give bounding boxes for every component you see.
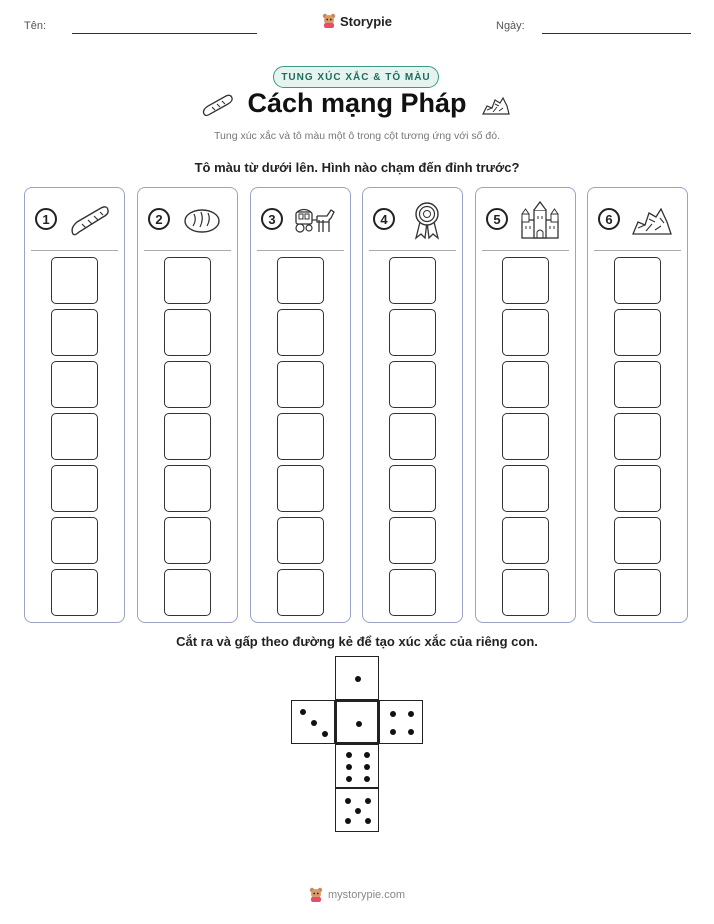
bear-logo-icon (309, 887, 323, 903)
die-pip (300, 709, 306, 715)
color-cell[interactable] (51, 257, 98, 304)
column-divider (482, 250, 569, 251)
column-6 (587, 187, 688, 623)
color-cell[interactable] (51, 361, 98, 408)
color-cell[interactable] (277, 413, 324, 460)
color-cell[interactable] (502, 361, 549, 408)
column-number: 6 (598, 208, 620, 230)
die-pip (390, 711, 396, 717)
die-pip (322, 731, 328, 737)
bread-loaf-icon (180, 200, 224, 240)
die-face-5 (335, 788, 379, 832)
color-cell[interactable] (277, 309, 324, 356)
die-pip (346, 752, 352, 758)
color-cell[interactable] (502, 257, 549, 304)
die-pip (364, 776, 370, 782)
castle-icon (518, 200, 562, 240)
color-cell[interactable] (614, 309, 661, 356)
color-cell[interactable] (502, 413, 549, 460)
color-cell[interactable] (51, 465, 98, 512)
subtitle: Tung xúc xắc và tô màu một ô trong cột tương ứng với số đó. (214, 130, 500, 142)
name-label: Tên: (24, 20, 47, 32)
baguette-icon (67, 200, 111, 240)
color-cell[interactable] (502, 309, 549, 356)
footer-url[interactable]: mystorypie.com (327, 889, 406, 901)
game-instruction: Tô màu từ dưới lên. Hình nào chạm đến đỉnh trước? (194, 160, 520, 175)
die-pip (356, 721, 362, 727)
rubble-pile-icon (481, 94, 511, 116)
column-number: 5 (486, 208, 508, 230)
color-cell[interactable] (614, 413, 661, 460)
brand-logo (0, 13, 714, 29)
column-2 (137, 187, 238, 623)
die-instruction: Cắt ra và gấp theo đường kẻ để tạo xúc xắc của riêng con. (176, 634, 538, 649)
color-cell[interactable] (51, 569, 98, 616)
column-divider (369, 250, 456, 251)
color-cell[interactable] (614, 361, 661, 408)
color-cell[interactable] (389, 465, 436, 512)
column-1 (24, 187, 125, 623)
die-pip (355, 808, 361, 814)
date-line[interactable] (542, 33, 691, 34)
color-cell[interactable] (164, 309, 211, 356)
color-cell[interactable] (614, 257, 661, 304)
color-cell[interactable] (277, 257, 324, 304)
color-cell[interactable] (164, 361, 211, 408)
die-pip (364, 764, 370, 770)
column-5 (475, 187, 576, 623)
color-cell[interactable] (51, 413, 98, 460)
footer (0, 887, 714, 903)
column-number: 1 (35, 208, 57, 230)
die-face-4 (379, 700, 423, 744)
color-cell[interactable] (164, 465, 211, 512)
horse-carriage-icon (293, 200, 337, 240)
die-pip (345, 818, 351, 824)
color-cell[interactable] (389, 257, 436, 304)
die-pip (408, 711, 414, 717)
brand-name: Storypie (339, 13, 392, 29)
color-cell[interactable] (614, 465, 661, 512)
color-cell[interactable] (277, 569, 324, 616)
title-text: Cách mạng Pháp (247, 88, 467, 118)
color-cell[interactable] (164, 413, 211, 460)
die-face-3 (291, 700, 335, 744)
die-pip (365, 798, 371, 804)
die-pip (390, 729, 396, 735)
die-pip (346, 764, 352, 770)
column-divider (144, 250, 231, 251)
color-cell[interactable] (51, 517, 98, 564)
column-number: 4 (373, 208, 395, 230)
color-cell[interactable] (164, 517, 211, 564)
color-cell[interactable] (164, 257, 211, 304)
page-title (0, 88, 714, 119)
color-cell[interactable] (614, 517, 661, 564)
color-cell[interactable] (277, 517, 324, 564)
die-face-1 (335, 700, 379, 744)
column-3 (250, 187, 351, 623)
date-label: Ngày: (496, 20, 525, 32)
bear-logo-icon (322, 13, 336, 29)
die-pip (365, 818, 371, 824)
die-pip (311, 720, 317, 726)
column-divider (31, 250, 118, 251)
column-number: 3 (261, 208, 283, 230)
color-cell[interactable] (502, 517, 549, 564)
color-cell[interactable] (51, 309, 98, 356)
column-number: 2 (148, 208, 170, 230)
column-divider (594, 250, 681, 251)
color-cell[interactable] (389, 309, 436, 356)
die-pip (355, 676, 361, 682)
baguette-icon (200, 92, 234, 118)
die-pip (345, 798, 351, 804)
color-cell[interactable] (277, 361, 324, 408)
die-pip (408, 729, 414, 735)
name-line[interactable] (72, 33, 257, 34)
die-pip (346, 776, 352, 782)
column-4 (362, 187, 463, 623)
color-cell[interactable] (389, 361, 436, 408)
color-cell[interactable] (389, 569, 436, 616)
color-cell[interactable] (502, 569, 549, 616)
rosette-medal-icon (405, 200, 449, 240)
die-pip (364, 752, 370, 758)
color-cell[interactable] (614, 569, 661, 616)
die-face-1 (335, 656, 379, 700)
die-face-6 (335, 744, 379, 788)
color-cell[interactable] (389, 517, 436, 564)
color-cell[interactable] (164, 569, 211, 616)
color-cell[interactable] (502, 465, 549, 512)
color-cell[interactable] (389, 413, 436, 460)
color-cell[interactable] (277, 465, 324, 512)
column-divider (257, 250, 344, 251)
activity-badge: TUNG XÚC XẮC & TÔ MÀU (273, 66, 439, 88)
rubble-pile-icon (630, 200, 674, 240)
